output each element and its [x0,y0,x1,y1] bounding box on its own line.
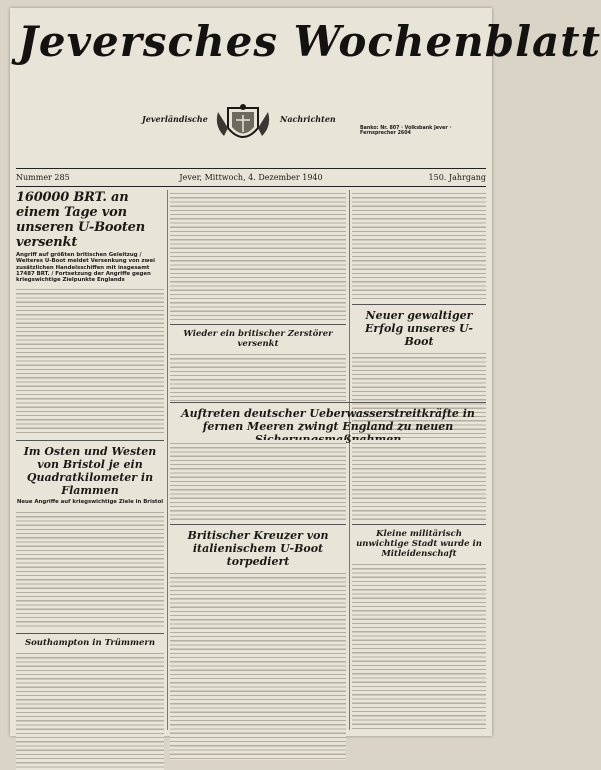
divider [170,402,486,403]
destroyer-body-text [170,351,346,401]
surface-forces-headline: Auftreten deutscher Ueberwasserstreitkräfte in fernen Meeren zwingt England zu neuen [181,407,475,433]
bristol-body-text [16,509,164,629]
surface-forces-body-text-right [352,440,486,520]
column-rule [349,190,350,730]
masthead-right-label: Nachrichten [280,114,336,124]
middle-lower [170,440,346,762]
article-columns [16,190,486,730]
column-rule [167,190,168,730]
coat-of-arms-icon [210,102,276,148]
lead-headline: 160000 BRT. an einem Tage von unseren U-Booten versenkt [16,190,145,250]
lead-subheadline: Angriff auf größten britischen Geleitzug / Weiteres U-Boot meldet Versenkung von zwei zusätzlichen Handelsschiffen mit insgesamt 17487 BRT. / Fortsetzung der Angriffe gegen kriegswichtige Zielpunkte Englands [16,252,156,284]
small-town-headline: Kleine militärisch unwichtige Stadt wurde in Mitleidenschaft [356,529,482,559]
surface-forces-body-text [170,440,346,520]
masthead-left-label: Jeverländische [142,114,208,124]
destroyer-headline: Wieder ein britischer Zerstörer versenkt [183,329,333,349]
divider [170,324,346,325]
column-left [16,190,164,730]
masthead [10,8,601,98]
divider [170,524,346,525]
bristol-headline: Im Osten und Westen von Bristol je ein Quadratkilometer in Flammen [23,445,157,498]
bristol-subheadline: Neue Angriffe auf kriegswichtige Ziele in Bristol [16,499,164,506]
masthead-divider-bottom [16,186,486,187]
cruiser-body-text [170,570,346,760]
masthead-left-notice [18,96,138,148]
issue-number: Nummer 285 [16,173,70,182]
dateline [16,172,486,184]
issue-date: Jever, Mittwoch, 4. Dezember 1940 [179,173,323,182]
volume-number: 150. Jahrgang [428,173,486,182]
small-town-body-text [352,561,486,731]
lead-body-text [16,286,164,436]
middle-body-text [170,190,346,320]
divider [352,524,486,525]
southampton-headline: Southampton in Trümmern [24,637,156,648]
right-lower [352,440,486,733]
cruiser-headline: Britischer Kreuzer von italienischem U-Boot torpediert [187,529,329,568]
newspaper-title: Jeversches Wochenblatt [18,17,601,66]
divider [352,304,486,305]
masthead-right-notice [360,96,486,148]
uboat-success-headline: Neuer gewaltiger Erfolg unseres U-Boot [365,309,473,348]
masthead-divider-top [16,168,486,169]
right-body-text [352,190,486,300]
southampton-body-text [16,650,164,770]
divider [16,633,164,634]
newspaper-page [10,8,601,736]
divider [16,440,164,441]
bank-line: Banko: Nr. 807 · Volksbank Jever · Fernsprecher 2604 [360,126,452,137]
